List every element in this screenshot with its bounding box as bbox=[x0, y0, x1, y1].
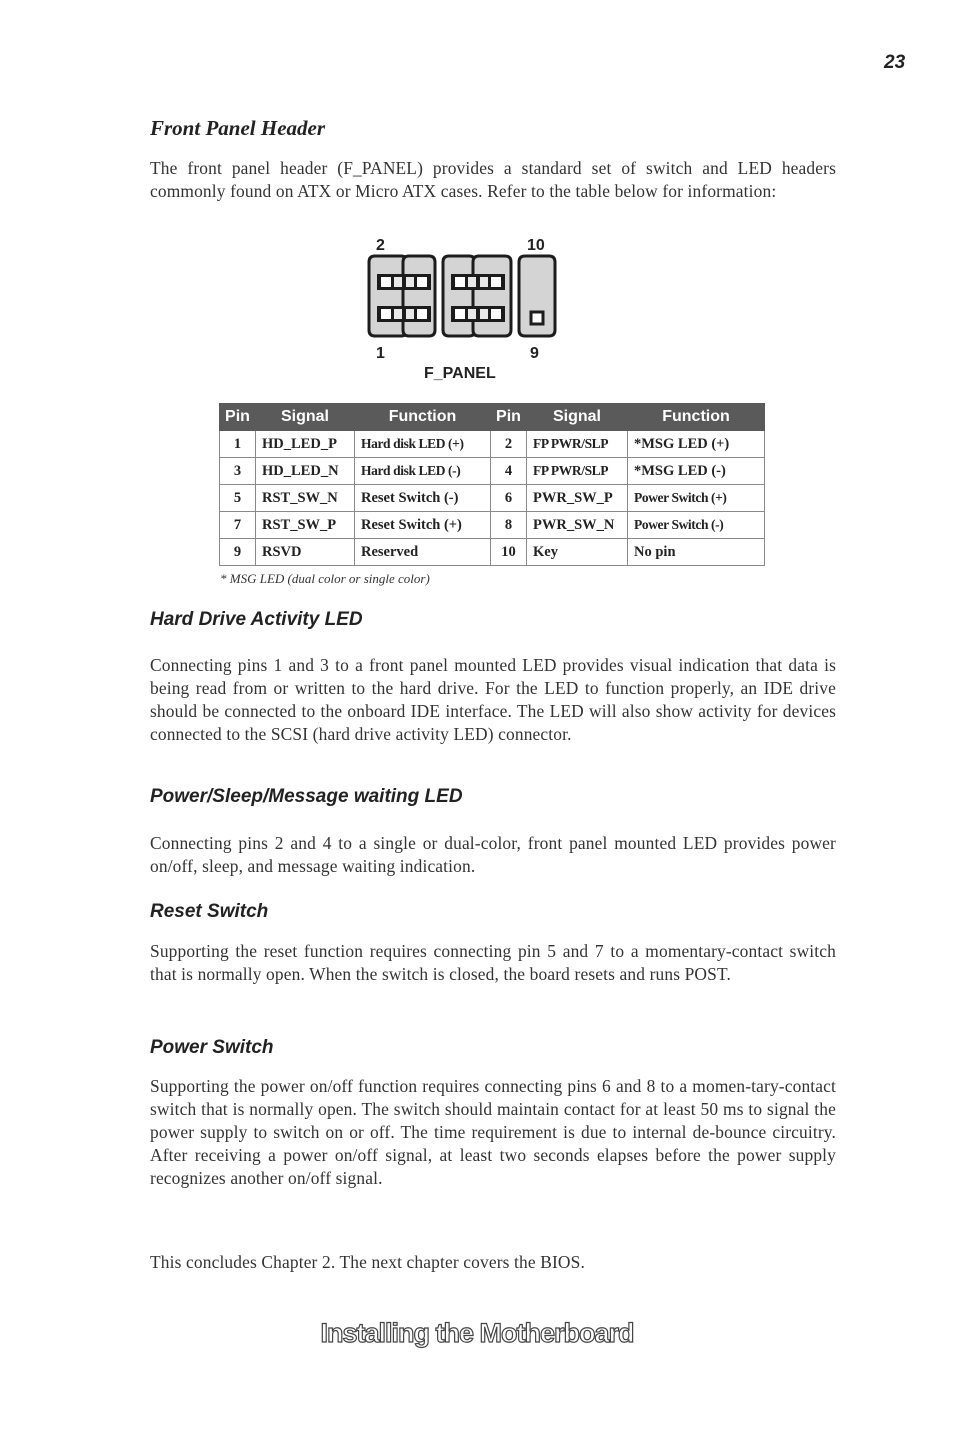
pin-label-10: 10 bbox=[527, 237, 545, 254]
table-cell: PWR_SW_P bbox=[527, 485, 628, 512]
table-row bbox=[220, 512, 765, 539]
table-cell: RSVD bbox=[256, 539, 355, 566]
pin-housing-1 bbox=[369, 256, 407, 336]
table-cell: 6 bbox=[491, 485, 527, 512]
table-cell: No pin bbox=[628, 539, 765, 566]
table-cell: 1 bbox=[220, 431, 256, 458]
table-cell: Power Switch (-) bbox=[628, 512, 765, 539]
table-cell: RST_SW_N bbox=[256, 485, 355, 512]
power-switch-title: Power Switch bbox=[150, 1037, 274, 1058]
header-function: Function bbox=[628, 404, 765, 431]
hdd-led-paragraph: Connecting pins 1 and 3 to a front panel mounted LED provides visual indication that data is being read from or written to the hard drive. For the LED to function properly, an IDE drive should be connected to the onboard IDE interface. The LED will also show activity for devices connected to the SCSI (hard drive activity LED) connector. bbox=[150, 655, 836, 744]
reset-switch-title: Reset Switch bbox=[150, 901, 269, 922]
pin-housing-2 bbox=[403, 256, 435, 336]
chapter-footer-title: Installing the Motherboard bbox=[320, 1318, 634, 1348]
table-cell: 4 bbox=[491, 458, 527, 485]
power-sleep-led-title: Power/Sleep/Message waiting LED bbox=[150, 786, 463, 807]
power-sleep-led-paragraph: Connecting pins 2 and 4 to a single or dual-color, front panel mounted LED provides power on/off, sleep, and message waiting indication. bbox=[150, 833, 836, 876]
table-cell: Power Switch (+) bbox=[628, 485, 765, 512]
table-cell: PWR_SW_N bbox=[527, 512, 628, 539]
header-pin: Pin bbox=[491, 404, 527, 431]
hdd-led-title: Hard Drive Activity LED bbox=[150, 609, 363, 630]
table-row bbox=[220, 539, 765, 566]
table-cell: FP PWR/SLP bbox=[527, 458, 628, 485]
table-cell: Key bbox=[527, 539, 628, 566]
pin-table bbox=[219, 403, 765, 566]
page-number: 23 bbox=[884, 52, 906, 73]
table-cell: *MSG LED (-) bbox=[628, 458, 765, 485]
table-cell: RST_SW_P bbox=[256, 512, 355, 539]
f-panel-diagram bbox=[355, 232, 570, 392]
diagram-caption: F_PANEL bbox=[424, 365, 496, 382]
pin-label-9: 9 bbox=[530, 345, 539, 362]
table-cell: Hard disk LED (+) bbox=[355, 431, 491, 458]
reset-switch-paragraph: Supporting the reset function requires connecting pin 5 and 7 to a momentary-contact switch that is normally open. When the switch is closed, the board resets and runs POST. bbox=[150, 941, 836, 984]
pin-9 bbox=[531, 312, 543, 324]
table-cell: 9 bbox=[220, 539, 256, 566]
table-cell: FP PWR/SLP bbox=[527, 431, 628, 458]
pin-label-2: 2 bbox=[376, 237, 385, 254]
table-cell: Reset Switch (-) bbox=[355, 485, 491, 512]
table-row bbox=[220, 485, 765, 512]
section-title: Front Panel Header bbox=[150, 116, 326, 140]
header-pin: Pin bbox=[220, 404, 256, 431]
table-footnote: * MSG LED (dual color or single color) bbox=[220, 571, 430, 586]
table-cell: 3 bbox=[220, 458, 256, 485]
table-cell: 2 bbox=[491, 431, 527, 458]
pin-label-1: 1 bbox=[376, 345, 385, 362]
header-function: Function bbox=[355, 404, 491, 431]
header-signal: Signal bbox=[527, 404, 628, 431]
table-cell: 8 bbox=[491, 512, 527, 539]
conclusion-paragraph: This concludes Chapter 2. The next chapter covers the BIOS. bbox=[150, 1252, 585, 1272]
header-signal: Signal bbox=[256, 404, 355, 431]
table-cell: Reserved bbox=[355, 539, 491, 566]
pin-housing-4 bbox=[473, 256, 511, 336]
power-switch-paragraph: Supporting the power on/off function requires connecting pins 6 and 8 to a momen-tary-contact switch that is normally open. The switch should maintain contact for at least 50 ms to signal the power supply to switch on or off. The time requirement is due to internal de-bounce circuitry. After receiving a power on/off signal, at least two seconds elapses before the power supply recognizes another on/off signal. bbox=[150, 1076, 836, 1188]
table-cell: 7 bbox=[220, 512, 256, 539]
table-row bbox=[220, 431, 765, 458]
pin-housing-3 bbox=[443, 256, 475, 336]
table-cell: Hard disk LED (-) bbox=[355, 458, 491, 485]
table-row bbox=[220, 458, 765, 485]
table-cell: 5 bbox=[220, 485, 256, 512]
table-cell: HD_LED_P bbox=[256, 431, 355, 458]
table-cell: *MSG LED (+) bbox=[628, 431, 765, 458]
table-cell: HD_LED_N bbox=[256, 458, 355, 485]
table-cell: 10 bbox=[491, 539, 527, 566]
table-header-row bbox=[220, 404, 765, 431]
intro-paragraph: The front panel header (F_PANEL) provides a standard set of switch and LED headers commonly found on ATX or Micro ATX cases. Refer to the table below for information: bbox=[150, 158, 836, 201]
table-cell: Reset Switch (+) bbox=[355, 512, 491, 539]
